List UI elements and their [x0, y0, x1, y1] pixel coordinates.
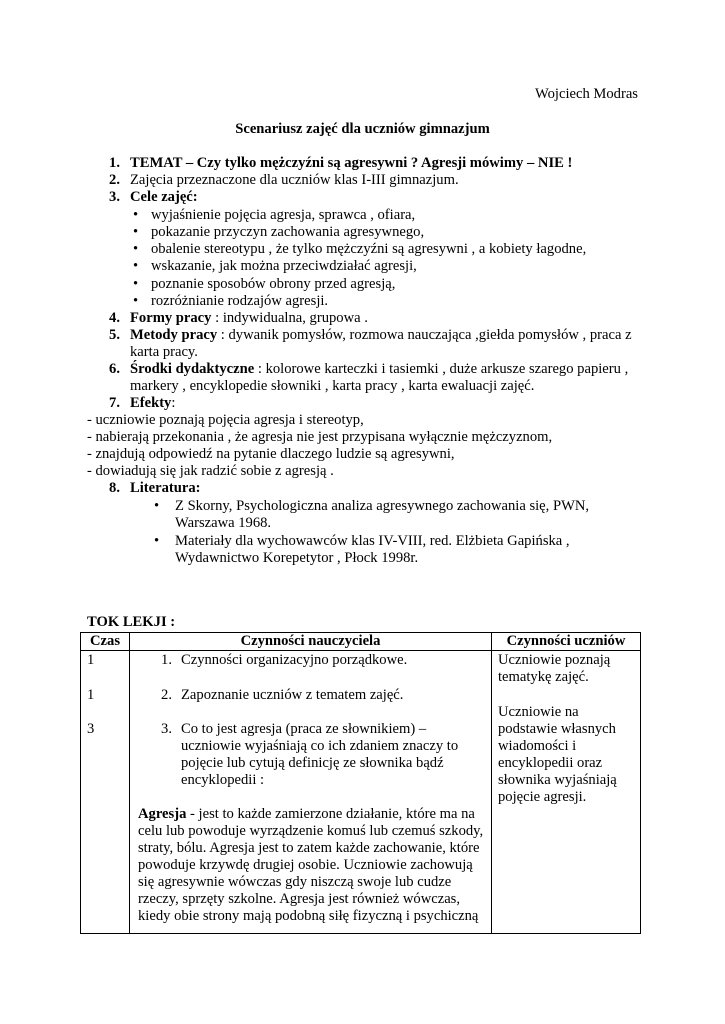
methods-line-cont: karta pracy.: [130, 344, 198, 360]
teacher-cell: [130, 651, 492, 934]
student-text: pojęcie agresji.: [498, 789, 587, 805]
time-value: 3: [87, 721, 95, 737]
step-text: Zapoznanie uczniów z tematem zajęć.: [181, 687, 404, 703]
time-value: 1: [87, 652, 95, 668]
goal-item: wskazanie, jak można przeciwdziałać agresji,: [151, 258, 417, 274]
time-value: 1: [87, 687, 95, 703]
definition-line: celu lub powoduje wyrządzenie komuś lub czemuś szkody,: [138, 823, 484, 839]
definition-line: się agresywnie wówczas gdy niszczą swoje lub cudze: [138, 874, 452, 890]
column-header: Czynności uczniów: [492, 633, 641, 651]
goal-item: wyjaśnienie pojęcia agresja, sprawca , ofiara,: [151, 207, 416, 223]
materials-line: Środki dydaktyczne : kolorowe karteczki i tasiemki , duże arkusze szarego papieru ,: [130, 361, 629, 377]
step-text: uczniowie wyjaśniają co ich zdaniem znaczy to: [181, 738, 459, 754]
target-group-line: Zajęcia przeznaczone dla uczniów klas I-III gimnazjum.: [130, 172, 459, 188]
step-text: Co to jest agresja (praca ze słownikiem) –: [181, 721, 427, 737]
step-text: encyklopedii :: [181, 772, 265, 788]
definition-line: rzeczy, sprzęty szkolne. Agresja jest również wówczas,: [138, 891, 461, 907]
list-number: 4.: [109, 310, 120, 326]
bullet-icon: •: [133, 241, 139, 257]
column-header: Czynności nauczyciela: [130, 633, 492, 651]
step-number: 1.: [161, 652, 172, 668]
bullet-icon: •: [133, 207, 139, 223]
goal-item: pokazanie przyczyn zachowania agresywnego,: [151, 224, 425, 240]
list-number: 1.: [109, 155, 120, 171]
list-number: 6.: [109, 361, 120, 377]
literature-item: Z Skorny, Psychologiczna analiza agresywnego zachowania się, PWN,: [175, 498, 590, 514]
literature-label: Literatura:: [130, 480, 201, 496]
time-cell: [81, 651, 130, 934]
author-name: Wojciech Modras: [535, 86, 638, 102]
goal-item: rozróżnianie rodzajów agresji.: [151, 293, 329, 309]
students-cell: [492, 651, 641, 934]
bullet-icon: •: [133, 224, 139, 240]
step-number: 3.: [161, 721, 172, 737]
student-text: tematykę zajęć.: [498, 669, 589, 685]
definition-line: straty, bólu. Agresja jest to zatem każde zachowanie, które: [138, 840, 480, 856]
lesson-plan-title: TOK LEKJI :: [87, 614, 176, 630]
materials-line-cont: markery , encyklopedie słowniki , karta pracy , karta ewaluacji zajęć.: [130, 378, 535, 394]
list-number: 5.: [109, 327, 120, 343]
effect-item: - uczniowie poznają pojęcia agresja i stereotyp,: [87, 412, 364, 428]
lesson-plan-table: [80, 632, 641, 934]
step-text: Czynności organizacyjno porządkowe.: [181, 652, 408, 668]
bullet-icon: •: [133, 276, 139, 292]
list-number: 3.: [109, 189, 120, 205]
list-number: 8.: [109, 480, 120, 496]
bullet-icon: •: [154, 533, 160, 549]
table-header-row: [81, 633, 641, 651]
definition-line: kiedy obie strony mają podobną siłę fizyczną i psychiczną: [138, 908, 479, 924]
effect-item: - dowiadują się jak radzić sobie z agresją .: [87, 463, 334, 479]
step-number: 2.: [161, 687, 172, 703]
list-number: 7.: [109, 395, 120, 411]
bullet-icon: •: [154, 498, 160, 514]
column-header: Czas: [81, 633, 130, 651]
goals-label: Cele zajęć:: [130, 189, 198, 205]
literature-item: Materiały dla wychowawców klas IV-VIII, red. Elżbieta Gapińska ,: [175, 533, 570, 549]
work-forms-line: Formy pracy : indywidualna, grupowa .: [130, 310, 368, 326]
document-title: Scenariusz zajęć dla uczniów gimnazjum: [235, 121, 490, 137]
methods-line: Metody pracy : dywanik pomysłów, rozmowa nauczająca ,giełda pomysłów , praca z: [130, 327, 632, 343]
student-text: Uczniowie na: [498, 704, 579, 720]
student-text: encyklopedii oraz: [498, 755, 603, 771]
definition-line: powoduje krzywdę drugiej osobie. Uczniowie zachowują: [138, 857, 473, 873]
student-text: wiadomości i: [498, 738, 577, 754]
goal-item: obalenie stereotypu , że tylko mężczyźni są agresywni , a kobiety łagodne,: [151, 241, 587, 257]
effect-item: - nabierają przekonania , że agresja nie jest przypisana wyłącznie mężczyznom,: [87, 429, 553, 445]
student-text: podstawie własnych: [498, 721, 616, 737]
bullet-icon: •: [133, 293, 139, 309]
effects-label: Efekty:: [130, 395, 176, 411]
student-text: słownika wyjaśniają: [498, 772, 617, 788]
student-text: Uczniowie poznają: [498, 652, 611, 668]
goal-item: poznanie sposobów obrony przed agresją,: [151, 276, 396, 292]
literature-item-cont: Wydawnictwo Korepetytor , Płock 1998r.: [175, 550, 419, 566]
list-number: 2.: [109, 172, 120, 188]
literature-item-cont: Warszawa 1968.: [175, 515, 272, 531]
table-row: [81, 651, 641, 934]
agresja-definition: Agresja - jest to każde zamierzone działanie, które ma na: [138, 806, 475, 822]
topic-line: TEMAT – Czy tylko mężczyźni są agresywni ? Agresji mówimy – NIE !: [130, 155, 573, 171]
effect-item: - znajdują odpowiedź na pytanie dlaczego ludzie są agresywni,: [87, 446, 455, 462]
step-text: pojęcie lub cytują definicję ze słownika bądź: [181, 755, 444, 771]
bullet-icon: •: [133, 258, 139, 274]
